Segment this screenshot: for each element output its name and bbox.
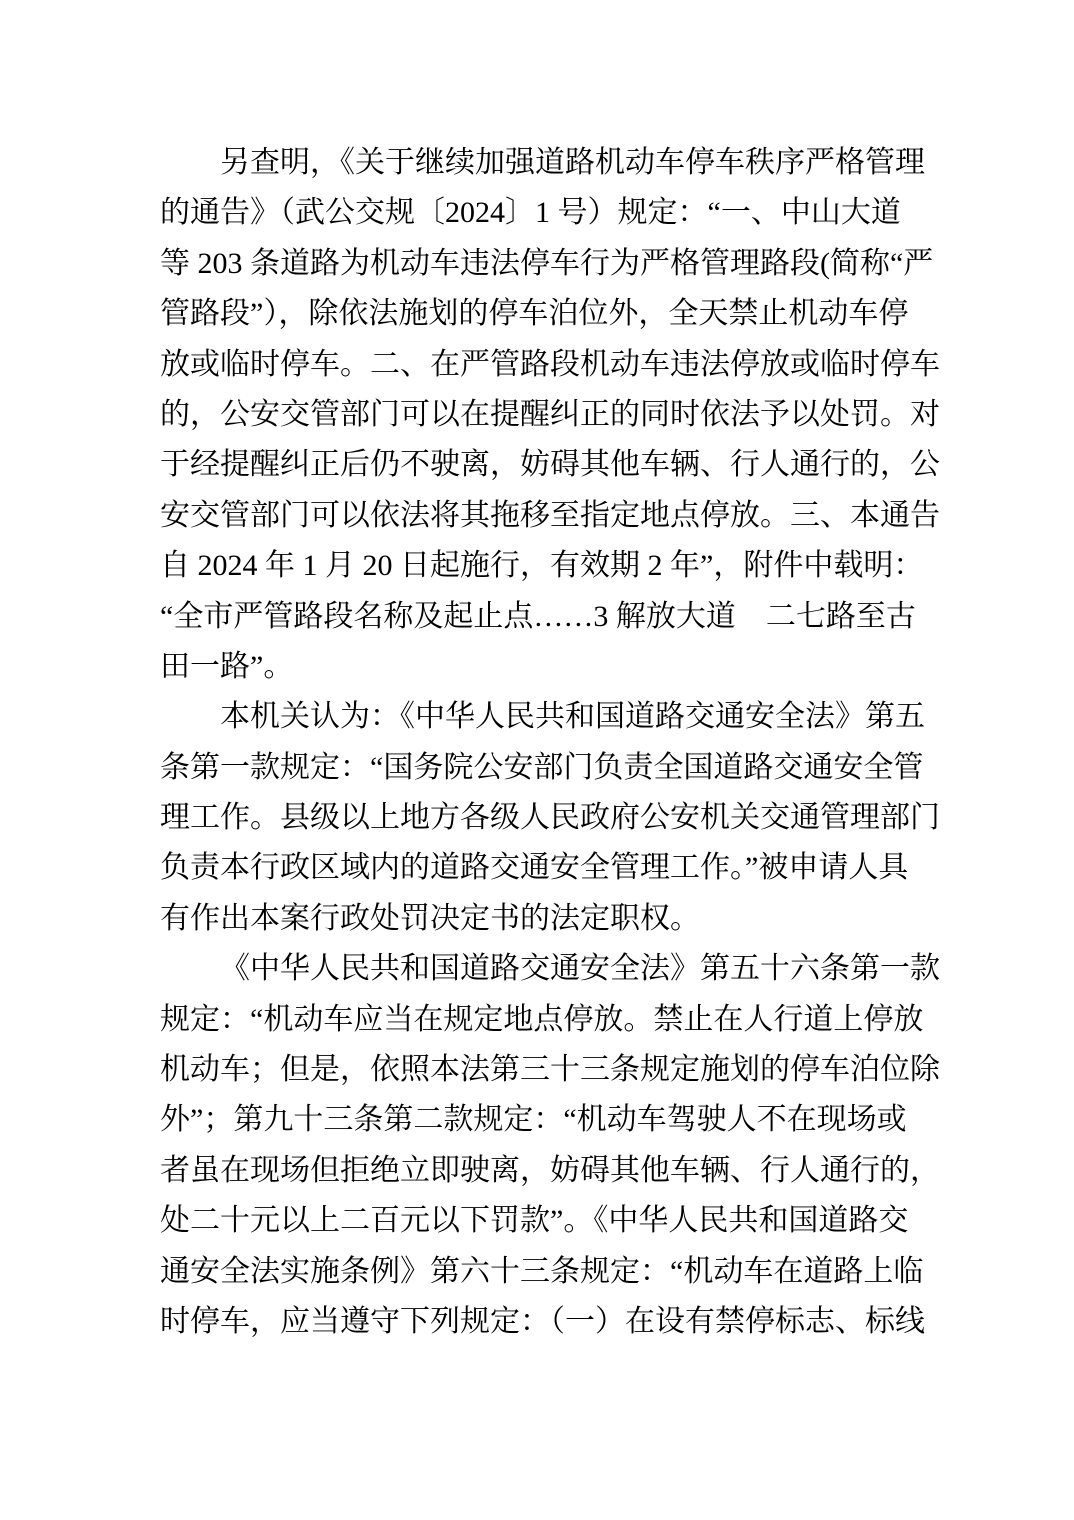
text-line: 田一路”。	[160, 649, 294, 683]
text-line: 处二十元以上二百元以下罚款”。《中华人民共和国道路交	[160, 1204, 909, 1238]
paragraph-authority-opinion	[160, 692, 950, 944]
text-line: 《中华人民共和国道路交通安全法》第五十六条第一款	[220, 952, 940, 986]
text-line: 的，公安交管部门可以在提醒纠正的同时依法予以处罚。对	[160, 397, 940, 431]
text-line: 的通告》（武公交规〔2024〕1 号）规定：“一、中山大道	[160, 196, 901, 230]
text-line: 放或临时停车。二、在严管路段机动车违法停放或临时停车	[160, 347, 940, 381]
text-line: 条第一款规定：“国务院公安部门负责全国道路交通安全管	[160, 750, 924, 784]
text-line: 通安全法实施条例》第六十三条规定：“机动车在道路上临	[160, 1254, 924, 1288]
text-line: 外”；第九十三条第二款规定：“机动车驾驶人不在现场或	[160, 1103, 907, 1137]
text-line: 有作出本案行政处罚决定书的法定职权。	[160, 901, 700, 935]
text-line: 者虽在现场但拒绝立即驶离，妨碍其他车辆、行人通行的，	[160, 1153, 940, 1187]
paragraph-additional-findings	[160, 138, 950, 692]
text-line: 本机关认为：《中华人民共和国道路交通安全法》第五	[220, 700, 925, 734]
text-line: 时停车，应当遵守下列规定：（一）在设有禁停标志、标线	[160, 1304, 925, 1338]
document-body	[160, 138, 950, 1347]
text-line: 自 2024 年 1 月 20 日起施行，有效期 2 年”，附件中载明：	[160, 549, 924, 583]
text-line: 理工作。县级以上地方各级人民政府公安机关交通管理部门	[160, 801, 940, 835]
text-line: “全市严管路段名称及起止点……3 解放大道 二七路至古	[160, 599, 916, 633]
paragraph-legal-basis	[160, 944, 950, 1347]
text-line: 机动车；但是，依照本法第三十三条规定施划的停车泊位除	[160, 1053, 940, 1087]
text-line: 另查明，《关于继续加强道路机动车停车秩序严格管理	[220, 146, 925, 179]
text-line: 安交管部门可以依法将其拖移至指定地点停放。三、本通告	[160, 498, 940, 532]
text-line: 规定：“机动车应当在规定地点停放。禁止在人行道上停放	[160, 1002, 924, 1036]
text-line: 负责本行政区域内的道路交通安全管理工作。”被申请人具	[160, 851, 909, 885]
text-line: 管路段”），除依法施划的停车泊位外，全天禁止机动车停	[160, 297, 909, 331]
text-line: 于经提醒纠正后仍不驶离，妨碍其他车辆、行人通行的，公	[160, 448, 940, 482]
text-line: 等 203 条道路为机动车违法停车行为严格管理路段(简称“严	[160, 246, 934, 280]
